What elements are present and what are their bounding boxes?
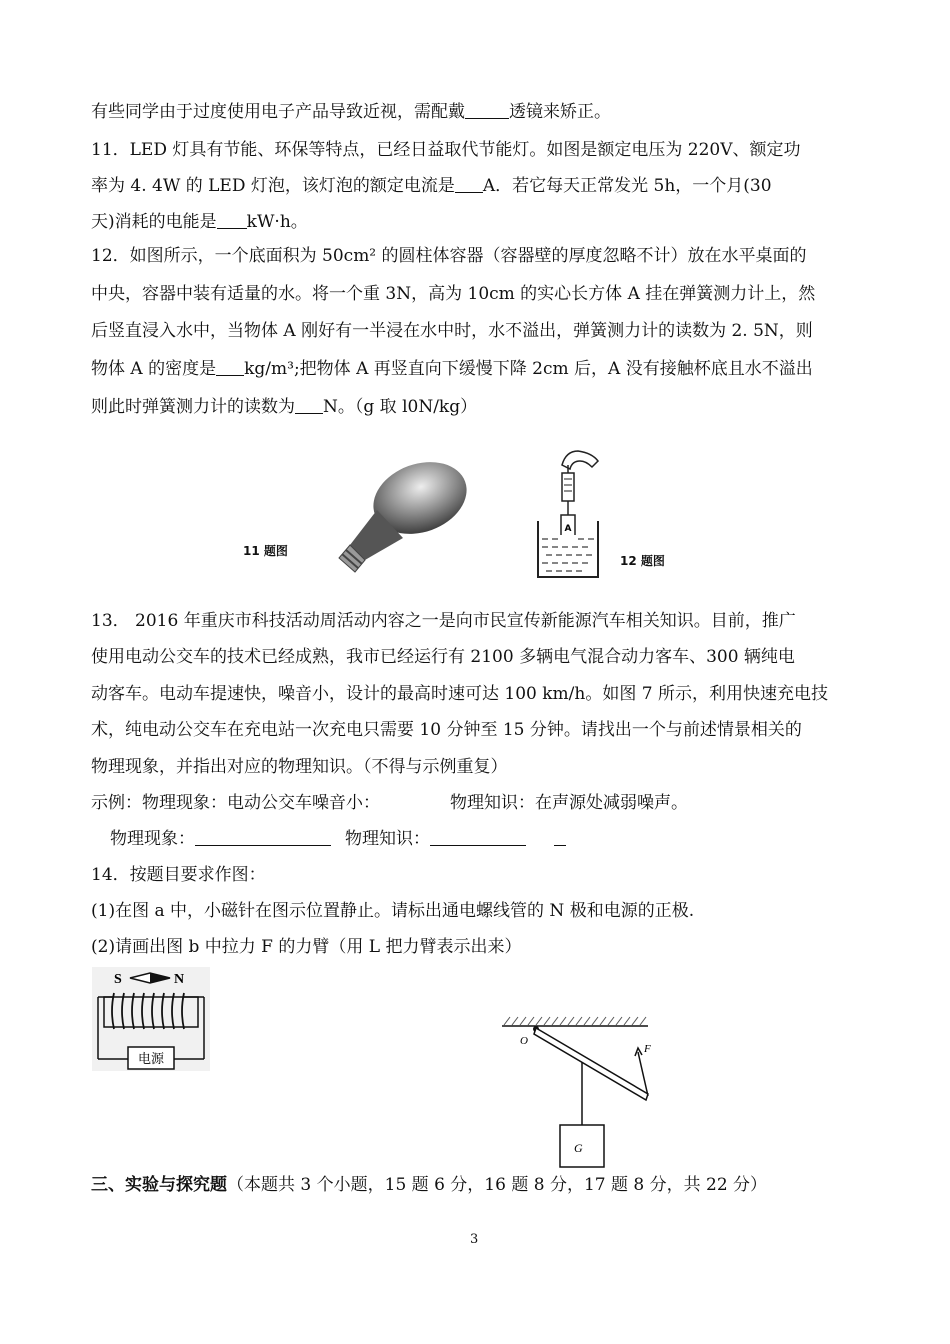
q11-text: A．若它每天正常发光 5h，一个月(30 <box>482 176 772 196</box>
q11-text: 率为 4. 4W 的 LED 灯泡，该灯泡的额定电流是 <box>91 176 455 196</box>
pivot-o-label: O <box>520 1035 528 1047</box>
q12-text: 则此时弹簧测力计的读数为 <box>91 397 295 417</box>
answer-blank <box>430 827 526 846</box>
q12-text: N。（g 取 l0N/kg） <box>323 397 478 417</box>
q12-line-1: 12．如图所示，一个底面积为 50cm² 的圆柱体容器（容器壁的厚度忽略不计）放在水平桌面的 <box>91 246 807 266</box>
blank <box>455 174 483 193</box>
q10-text-b: 透镜来矫正。 <box>509 102 611 122</box>
q12-line-4 <box>91 357 813 381</box>
q11-line-1: 11．LED 灯具有节能、环保等特点，已经日益取代节能灯。如图是额定电压为 220V、额定功 <box>91 140 801 160</box>
q13-line-5: 物理现象，并指出对应的物理知识。（不得与示例重复） <box>91 757 508 777</box>
q13-answer-line <box>110 827 566 851</box>
section3-title: 三、实验与探究题 <box>91 1175 227 1195</box>
example-knowledge: 物理知识：在声源处减弱噪声。 <box>450 793 688 813</box>
q12-text: 物体 A 的密度是 <box>91 359 217 379</box>
q14-line-2: (1)在图 a 中，小磁针在图示位置静止。请标出通电螺线管的 N 极和电源的正极. <box>91 901 695 921</box>
q13-line-2: 使用电动公交车的技术已经成熟，我市已经运行有 2100 多辆电气混合动力客车、300 辆纯电 <box>91 647 795 667</box>
lever-figure <box>498 1012 658 1172</box>
answer-blank <box>195 827 331 846</box>
q12-line-2: 中央，容器中装有适量的水。将一个重 3N，高为 10cm 的实心长方体 A 挂在弹簧测力计上，然 <box>91 284 816 304</box>
spring-scale-figure <box>528 443 618 583</box>
q13-line-1: 13． 2016 年重庆市科技活动周活动内容之一是向市民宣传新能源汽车相关知识。目前，推广 <box>91 611 796 631</box>
fig12-caption: 12 题图 <box>620 554 665 568</box>
magnet-n-label: N <box>174 972 185 987</box>
blank <box>216 357 244 376</box>
blank <box>217 210 247 229</box>
solenoid-figure <box>92 967 210 1071</box>
q10-text-a: 有些同学由于过度使用电子产品导致近视，需配戴 <box>91 102 465 122</box>
force-f-label: F <box>644 1043 651 1055</box>
object-a-label: A <box>564 524 572 534</box>
section3-desc: （本题共 3 个小题，15 题 6 分，16 题 8 分，17 题 8 分，共 22 分） <box>227 1175 768 1195</box>
lever-bar <box>534 1028 648 1100</box>
weight-g-label: G <box>574 1141 583 1155</box>
q14-line-3: (2)请画出图 b 中拉力 F 的力臂（用 L 把力臂表示出来） <box>91 937 522 957</box>
blank <box>295 395 323 414</box>
q10-line <box>91 100 611 124</box>
q12-line-3: 后竖直浸入水中，当物体 A 刚好有一半浸在水中时，水不溢出，弹簧测力计的读数为 2. 5N，则 <box>91 321 813 341</box>
q14-line-1: 14．按题目要求作图： <box>91 865 266 885</box>
q11-line-3 <box>91 210 308 234</box>
example-phenomenon: 示例：物理现象：电动公交车噪音小： <box>91 793 380 813</box>
answer-knowledge-label: 物理知识： <box>345 829 430 849</box>
led-bulb-figure <box>325 460 470 580</box>
fig11-caption: 11 题图 <box>243 544 288 558</box>
q11-text: kW·h。 <box>246 212 308 232</box>
q11-line-2 <box>91 174 772 198</box>
page-number: 3 <box>470 1232 479 1247</box>
answer-blank <box>554 827 566 846</box>
answer-phenomenon-label: 物理现象： <box>110 829 195 849</box>
section3-heading <box>91 1173 767 1197</box>
magnet-s-label: S <box>114 972 122 987</box>
power-source-label: 电源 <box>137 1052 165 1067</box>
q12-text: kg/m³;把物体 A 再竖直向下缓慢下降 2cm 后，A 没有接触杯底且水不溢出 <box>244 359 813 379</box>
q12-line-5 <box>91 395 477 419</box>
q11-text: 天)消耗的电能是 <box>91 212 217 232</box>
q13-line-3: 动客车。电动车提速快，噪音小，设计的最高时速可达 100 km/h。如图 7 所示，利用快速充电技 <box>91 684 828 704</box>
q13-line-4: 术，纯电动公交车在充电站一次充电只需要 10 分钟至 15 分钟。请找出一个与前述情景相关的 <box>91 720 802 740</box>
blank <box>465 100 509 119</box>
q13-example <box>91 791 688 815</box>
